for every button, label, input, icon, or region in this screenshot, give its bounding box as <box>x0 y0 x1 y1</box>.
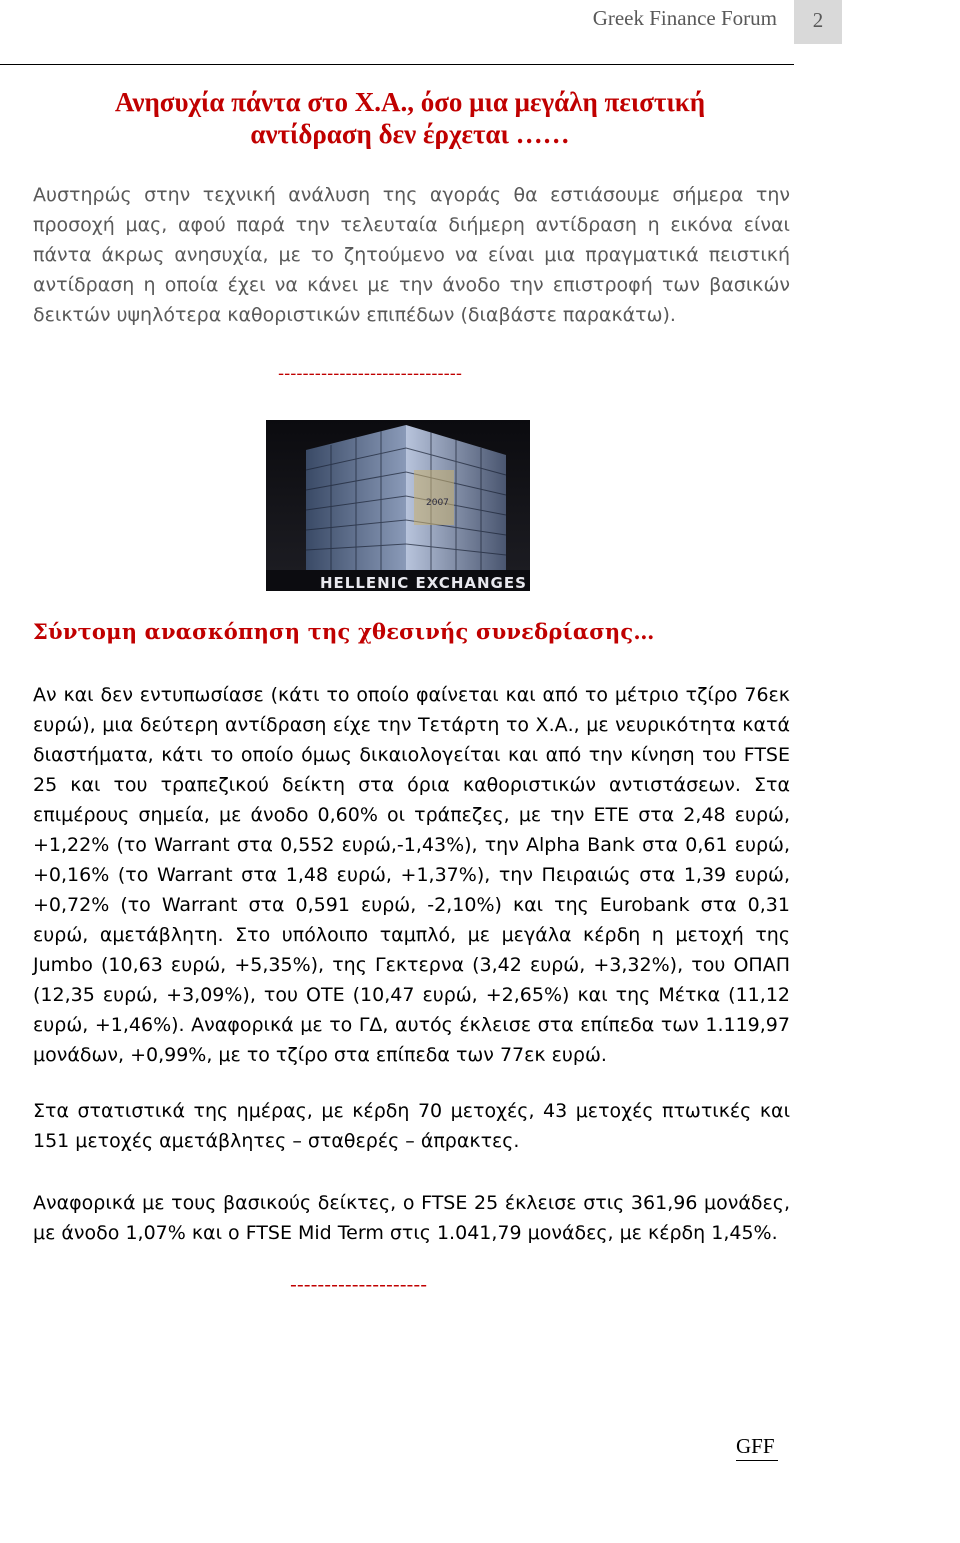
intro-paragraph: Αυστηρώς στην τεχνική ανάλυση της αγοράς θα εστιάσουμε σήμερα την προσοχή μας, αφού παρά την τελευταία διήμερη αντίδραση η εικόνα είναι πάντα άκρως ανησυχία, με το ζητούμενο να είναι μια πραγματικά πειστική αντίδραση η οποία έχει να κάνει με την άνοδο την επιστροφή των βασικών δεικτών υψηλότερα καθοριστικών επιπέδων (διαβάστε παρακάτω). <box>33 184 790 326</box>
page-number-box <box>794 0 842 44</box>
page-header <box>0 0 960 48</box>
building-illustration <box>266 420 530 591</box>
page-number: 2 <box>812 8 824 32</box>
footer-rule <box>736 1460 778 1461</box>
section-heading: Σύντομη ανασκόπηση της χθεσινής συνεδρίασης… <box>33 619 655 644</box>
headline-line-1: Ανησυχία πάντα στο Χ.Α., όσο μια μεγάλη πειστική <box>114 87 706 117</box>
footer-label: GFF <box>736 1434 775 1458</box>
divider-dashes-top: ------------------------------ <box>278 364 463 384</box>
headline-line-2: αντίδραση δεν έρχεται …… <box>250 119 570 149</box>
main-paragraph: Αν και δεν εντυπωσίασε (κάτι το οποίο φαίνεται και από το μέτριο τζίρο 76εκ ευρώ), μια δεύτερη αντίδραση είχε την Τετάρτη το Χ.Α., με νευρικότητα κατά διαστήματα, κάτι το οποίο όμως δικαιολογείται και από την κίνηση του FTSE 25 και του τραπεζικού δείκτη στα όρια καθοριστικών αντιστάσεων. Στα επιμέρους σημεία, με άνοδο 0,60% οι τράπεζες, με την ΕΤΕ στα 2,48 ευρώ, +1,22% (το Warrant στα 0,552 ευρώ,-1,43%), την Alpha Bank στα 0,61 ευρώ, +0,16% (το Warrant στα 1,48 ευρώ, +1,37%), την Πειραιώς στα 1,39 ευρώ, +0,72% (το Warrant στα 0,591 ευρώ, -2,10%) και της Eurobank στα 0,31 ευρώ, αμετάβλητη. Στο υπόλοιπο ταμπλό, με μεγάλα κέρδη η μετοχή της Jumbo (10,63 ευρώ, +5,35%), της Γεκτερνα (3,42 ευρώ, +3,32%), του ΟΠΑΠ (12,35 ευρώ, +3,09%), του ΟΤΕ (10,47 ευρώ, +2,65%) και της Μέτκα (11,12 ευρώ, +1,46%). Αναφορικά με το ΓΔ, αυτός έκλεισε στα επίπεδα των 1.119,97 μονάδων, +0,99%, με το τζίρο στα επίπεδα των 77εκ ευρώ. <box>33 684 790 1066</box>
stats-paragraph: Στα στατιστικά της ημέρας, με κέρδη 70 μετοχές, 43 μετοχές πτωτικές και 151 μετοχές αμετάβλητες – σταθερές – άπρακτες. <box>33 1100 790 1152</box>
divider-dashes-bottom: -------------------- <box>290 1274 428 1296</box>
headline <box>30 86 790 150</box>
indices-paragraph: Αναφορικά με τους βασικούς δείκτες, ο FTSE 25 έκλεισε στις 361,96 μονάδες, με άνοδο 1,07% και ο FTSE Mid Term στις 1.041,79 μονάδες, με κέρδη 1,45%. <box>33 1192 790 1244</box>
header-title: Greek Finance Forum <box>592 6 777 30</box>
banner-text: 2007 <box>426 498 449 508</box>
building-sign-text: HELLENIC EXCHANGES <box>320 574 527 591</box>
header-rule <box>0 64 794 65</box>
hellenic-exchanges-photo <box>266 420 530 591</box>
